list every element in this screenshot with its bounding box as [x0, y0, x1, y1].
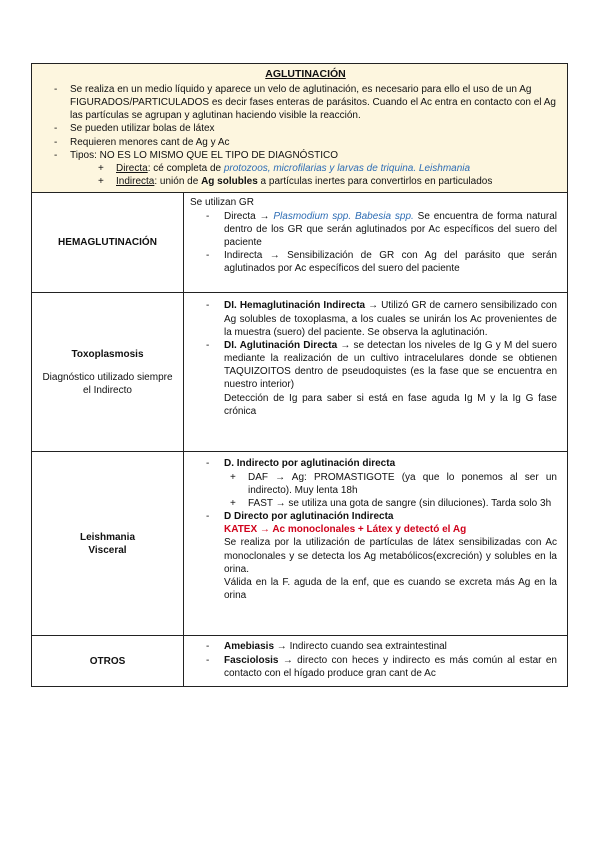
list-item	[188, 510, 557, 602]
katex-text: KATEX → Ac monoclonales + Látex y detectó el Ag	[224, 524, 467, 536]
list-item	[188, 457, 557, 510]
directa-pre: Directa →	[224, 210, 274, 222]
directa-label: Directa	[116, 162, 148, 174]
header-bullet: - Requieren menores cant de Ag y Ac	[52, 136, 559, 149]
indirecta-text-rest: a partículas inertes para convertirlos en particulados	[257, 176, 493, 188]
content-list	[188, 640, 557, 680]
indirecta-label: Indirecta	[116, 176, 155, 188]
row-leishmania	[32, 452, 567, 636]
item-bold: D Directo por aglutinación Indirecta	[224, 511, 394, 523]
header-section	[32, 64, 567, 193]
row-label: Visceral	[88, 544, 127, 556]
row-content-cell	[184, 636, 567, 686]
row-label: Leishmania	[79, 531, 136, 543]
item-text: → se detectan los niveles de Ig G y M del suero mediante la realización de un cultivo intracelulares donde se obtienen TAQUIZOITOS dentro de pseudoquistes (es la fase que se encuentra en nuestro interior)	[224, 339, 557, 391]
row-label-cell	[32, 293, 184, 451]
species-text: Plasmodium spp. Babesia spp.	[273, 210, 414, 222]
list-item: - Indirecta → Sensibilización de GR con Ag del parásito que serán aglutinados por Ac específicos del suero del paciente	[188, 249, 557, 275]
row-content-cell	[184, 293, 567, 451]
content-list	[188, 299, 557, 418]
item-bold: Amebiasis	[224, 641, 275, 653]
tipo-indirecta	[92, 175, 559, 188]
page-title: AGLUTINACIÓN	[265, 68, 346, 80]
row-note: Diagnóstico utilizado siempre el Indirecto	[42, 371, 173, 396]
header-bullet: - Se pueden utilizar bolas de látex	[52, 122, 559, 135]
list-item	[188, 654, 557, 680]
item-bold: D. Indirecto por aglutinación directa	[224, 458, 396, 470]
row-content-cell	[184, 452, 567, 635]
item-extra: Detección de Ig para saber si está en fase aguda Ig M y la Ig G fase crónica	[224, 392, 557, 417]
item-bold: DI. Hemaglutinación Indirecta	[224, 300, 366, 312]
row-otros	[32, 636, 567, 686]
indirecta-bold: Ag solubles	[201, 176, 258, 188]
intro-text: Se utilizan GR	[190, 197, 254, 209]
list-item	[188, 640, 557, 653]
sub-list	[224, 471, 557, 511]
row-label-cell	[32, 193, 184, 292]
tipo-directa	[92, 162, 559, 175]
item-paragraph: Se realiza por la utilización de partículas de látex sensibilizadas con Ac monoclonales y se detecta los Ag metabólicos(excreción) y solubles en la orina.	[224, 537, 557, 575]
aglutinacion-table	[31, 63, 568, 687]
row-hemaglutinacion	[32, 193, 567, 293]
sub-item: + FAST → se utiliza una gota de sangre (sin diluciones). Tarda solo 3h	[224, 497, 557, 510]
row-toxoplasmosis	[32, 293, 567, 452]
item-paragraph: Válida en la F. aguda de la enf, que es cuando se excreta más Ag en la orina	[224, 577, 557, 602]
indirecta-text: : unión de	[154, 176, 202, 188]
directa-text: : cé completa de	[147, 162, 224, 174]
content-list	[188, 457, 557, 602]
item-text: → directo con heces y indirecto es más común al estar en contacto con el hígado produce gran cant de Ac	[224, 654, 557, 679]
header-bullets	[52, 83, 559, 189]
item-text: → Utilizó GR de carnero sensibilizado con Ag solubles de toxoplasma, a los cuales se unirán los Ac provenientes de la muestra (suero) del paciente. Se observa la aglutinación.	[224, 300, 557, 338]
item-bold: DI. Aglutinación Directa	[224, 339, 338, 351]
row-content-cell	[184, 193, 567, 292]
item-bold: Fasciolosis	[224, 654, 279, 666]
row-label-cell	[32, 452, 184, 635]
row-label: OTROS	[89, 655, 126, 667]
row-label: Toxoplasmosis	[71, 348, 144, 360]
list-item	[188, 210, 557, 250]
list-item	[188, 299, 557, 339]
content-list	[188, 210, 557, 276]
header-bullet: - Se realiza en un medio líquido y aparece un velo de aglutinación, es necesario para ello el uso de un Ag FIGURADOS/PARTICULADOS es decir fases enteras de parásitos. Cuando el Ac entra en contacto con el Ag las partículas se agrupan y aglutinan haciendo visible la reacción.	[52, 83, 559, 123]
item-text: → Indirecto cuando sea extraintestinal	[274, 641, 447, 653]
directa-rest: Se encuentra de forma natural dentro de los GR que serán aglutinados por Ac específicos del suero del paciente	[224, 210, 558, 248]
row-label: HEMAGLUTINACIÓN	[58, 237, 157, 249]
header-bullet	[52, 149, 559, 189]
directa-organisms: protozoos, microfilarias y larvas de triquina. Leishmania	[223, 162, 471, 174]
sub-item: + DAF → Ag: PROMASTIGOTE (ya que lo ponemos al ser un indirecto). Muy lenta 18h	[224, 471, 557, 497]
tipos-list	[92, 162, 559, 188]
list-item	[188, 339, 557, 418]
row-label-cell	[32, 636, 184, 686]
tipos-text: Tipos: NO ES LO MISMO QUE EL TIPO DE DIAGNÓSTICO	[70, 149, 339, 161]
